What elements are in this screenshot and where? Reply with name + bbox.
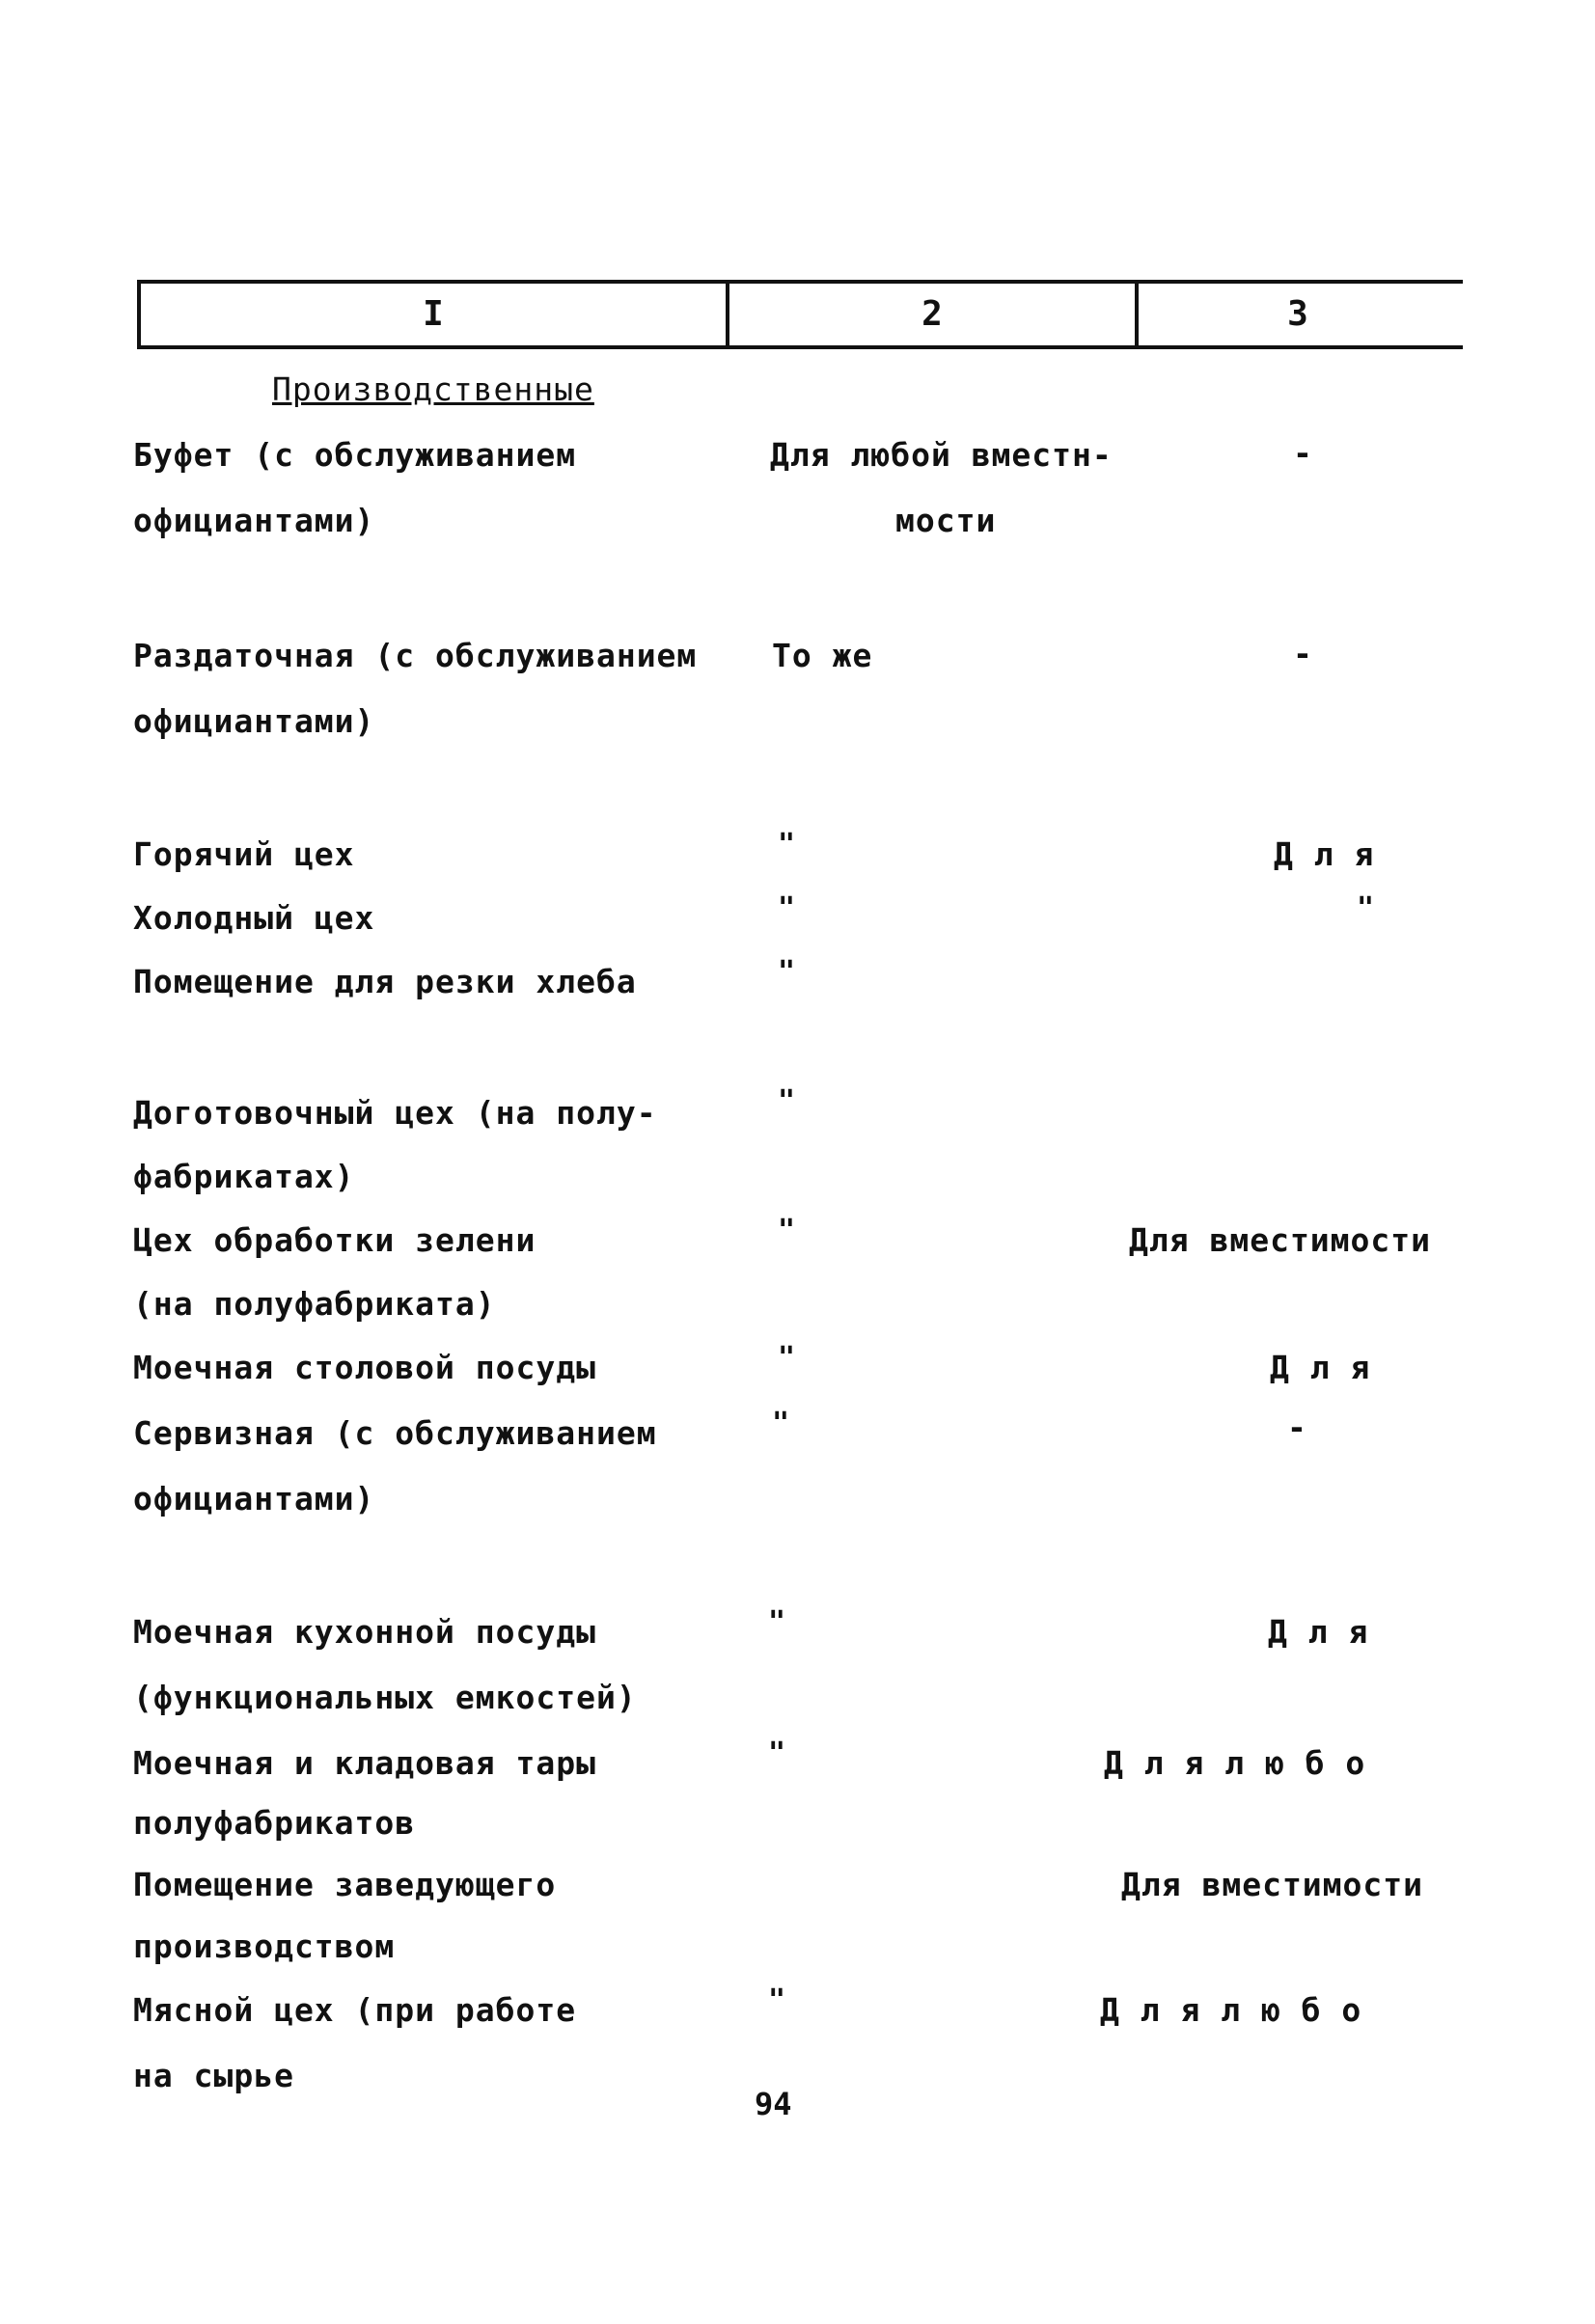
row-capacity-cont: мости (895, 502, 997, 539)
ditto-mark: " (1357, 891, 1375, 925)
row-item-name-cont: (функциональных емкостей) (133, 1679, 637, 1716)
row-item-name: Цех обработки зелени (133, 1221, 536, 1259)
row-item-name: Моечная и кладовая тары (133, 1744, 596, 1782)
row-item-name: Помещение для резки хлеба (133, 963, 637, 1000)
ditto-mark: " (778, 1084, 796, 1118)
row-note: Д л я л ю б о (1100, 1991, 1362, 2029)
ditto-mark: " (778, 1214, 796, 1247)
row-note: Для вместимости (1121, 1866, 1424, 1903)
row-item-name-cont: производством (133, 1928, 396, 1965)
table-header (137, 280, 1463, 349)
row-note: Д л я (1268, 1613, 1369, 1651)
ditto-mark: " (778, 1341, 796, 1375)
row-item-name-cont: официантами) (133, 502, 375, 539)
row-item-name: Помещение заведующего (133, 1866, 557, 1903)
ditto-mark: " (778, 955, 796, 989)
row-item-name: Горячий цех (133, 835, 355, 873)
header-col-2: 2 (729, 284, 1139, 345)
row-note: Д л я (1270, 1349, 1371, 1386)
row-item-name: Моечная столовой посуды (133, 1349, 596, 1386)
row-item-name: Раздаточная (с обслуживанием (133, 637, 698, 674)
row-item-name-cont: фабрикатах) (133, 1158, 355, 1195)
page-number: 94 (755, 2086, 792, 2122)
ditto-mark: " (778, 891, 796, 925)
row-item-name: Холодный цех (133, 899, 375, 937)
row-note: - (1293, 635, 1313, 672)
row-item-name-cont: (на полуфабриката) (133, 1285, 496, 1323)
ditto-mark: " (768, 1605, 786, 1639)
ditto-mark: " (772, 1407, 790, 1440)
row-item-name: Буфет (с обслуживанием (133, 436, 577, 474)
header-col-3: 3 (1287, 294, 1308, 334)
section-title: Производственные (272, 370, 594, 408)
ditto-mark: " (768, 1736, 786, 1770)
header-col-1: I (141, 284, 729, 345)
row-note: Для вместимости (1129, 1221, 1432, 1259)
row-capacity: То же (772, 637, 873, 674)
row-capacity: Для любой вместн- (770, 436, 1113, 474)
row-note: Д л я (1274, 835, 1375, 873)
ditto-mark: " (768, 1983, 786, 2017)
row-item-name: Моечная кухонной посуды (133, 1613, 596, 1651)
row-item-name: Доготовочный цех (на полу- (133, 1094, 657, 1132)
row-note: Д л я л ю б о (1104, 1744, 1366, 1782)
row-note: - (1293, 434, 1313, 472)
row-note: - (1287, 1408, 1307, 1446)
row-item-name-cont: на сырье (133, 2057, 294, 2094)
row-item-name: Сервизная (с обслуживанием (133, 1414, 657, 1452)
row-item-name-cont: официантами) (133, 1480, 375, 1517)
row-item-name-cont: полуфабрикатов (133, 1804, 416, 1842)
row-item-name: Мясной цех (при работе (133, 1991, 577, 2029)
row-item-name-cont: официантами) (133, 702, 375, 740)
ditto-mark: " (778, 828, 796, 861)
